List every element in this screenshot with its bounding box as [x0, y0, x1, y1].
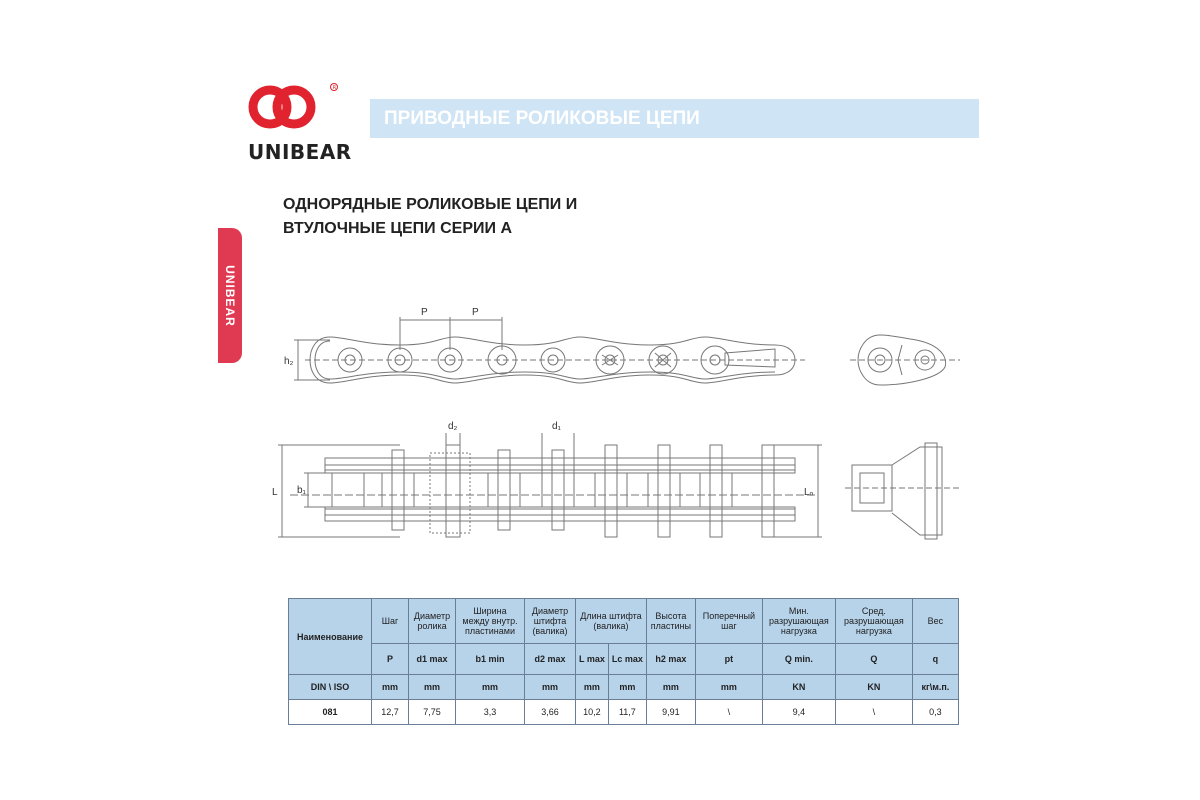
row-value: 7,75 [409, 700, 456, 725]
row-name: 081 [289, 700, 372, 725]
col-symbol: Lc max [608, 644, 646, 675]
col-symbol: d2 max [525, 644, 576, 675]
col-symbol: Q min. [762, 644, 835, 675]
chain-plan-view [278, 433, 822, 537]
row-value: \ [835, 700, 912, 725]
header-banner [370, 99, 979, 138]
b1-label: b₁ [297, 485, 306, 496]
col-desc: Диаметр ролика [409, 599, 456, 644]
col-unit: mm [525, 675, 576, 700]
row-value: 3,3 [456, 700, 525, 725]
col-desc: Мин. разрушающая нагрузка [762, 599, 835, 644]
col-desc: Диаметр штифта (валика) [525, 599, 576, 644]
col-symbol: pt [695, 644, 762, 675]
row-value: 3,66 [525, 700, 576, 725]
svg-text:R: R [332, 85, 337, 91]
d2-label: d₂ [448, 421, 458, 432]
chain-side-view [294, 317, 805, 383]
col-unit: KN [762, 675, 835, 700]
page-title: ПРИВОДНЫЕ РОЛИКОВЫЕ ЦЕПИ [384, 108, 700, 129]
pitch-label-2: P [472, 307, 479, 318]
logo-text: UNIBEAR [248, 140, 352, 164]
col-symbol: q [912, 644, 958, 675]
col-unit: mm [576, 675, 609, 700]
col-desc: Сред. разрушающая нагрузка [835, 599, 912, 644]
col-unit: mm [372, 675, 409, 700]
section-title-line2: ВТУЛОЧНЫЕ ЦЕПИ СЕРИИ А [283, 220, 513, 237]
col-unit: KN [835, 675, 912, 700]
row-value: 12,7 [372, 700, 409, 725]
section-title-line1: ОДНОРЯДНЫЕ РОЛИКОВЫЕ ЦЕПИ И [283, 196, 578, 213]
table-unit-row [289, 675, 959, 700]
col-unit: mm [608, 675, 646, 700]
col-unit: mm [409, 675, 456, 700]
row-value: 9,4 [762, 700, 835, 725]
row-value: 0,3 [912, 700, 958, 725]
col-desc: Ширина между внутр. пластинами [456, 599, 525, 644]
col-unit: mm [646, 675, 695, 700]
row-value: 10,2 [576, 700, 609, 725]
col-desc: Длина штифта (валика) [576, 599, 647, 644]
col-desc: Шаг [372, 599, 409, 644]
table-symbol-row [289, 644, 959, 675]
row-value: \ [695, 700, 762, 725]
col-symbol: Q [835, 644, 912, 675]
standard-label: DIN \ ISO [289, 675, 372, 700]
col-symbol: d1 max [409, 644, 456, 675]
col-unit: кг\м.п. [912, 675, 958, 700]
col-symbol: b1 min [456, 644, 525, 675]
side-tab-label: UNIBEAR [223, 264, 237, 327]
col-desc: Вес [912, 599, 958, 644]
pitch-label-1: P [421, 307, 428, 318]
d1-label: d₁ [552, 421, 561, 432]
table-header-row [289, 599, 959, 644]
h2-label: h₂ [284, 356, 294, 367]
table-row [289, 700, 959, 725]
chain-end-view [850, 335, 960, 385]
col-desc: Поперечный шаг [695, 599, 762, 644]
col-symbol: L max [576, 644, 609, 675]
side-brand-tab [218, 228, 242, 363]
row-value: 11,7 [608, 700, 646, 725]
col-unit: mm [695, 675, 762, 700]
section-title [283, 193, 577, 241]
Lc-label: Lₒ [804, 487, 814, 498]
spec-table [288, 598, 959, 725]
col-unit: mm [456, 675, 525, 700]
name-header: Наименование [289, 599, 372, 675]
col-symbol: h2 max [646, 644, 695, 675]
L-label: L [272, 487, 278, 498]
row-value: 9,91 [646, 700, 695, 725]
chain-end-plan-view [845, 443, 960, 539]
chain-technical-drawing [270, 295, 970, 560]
col-desc: Высота пластины [646, 599, 695, 644]
col-symbol: P [372, 644, 409, 675]
